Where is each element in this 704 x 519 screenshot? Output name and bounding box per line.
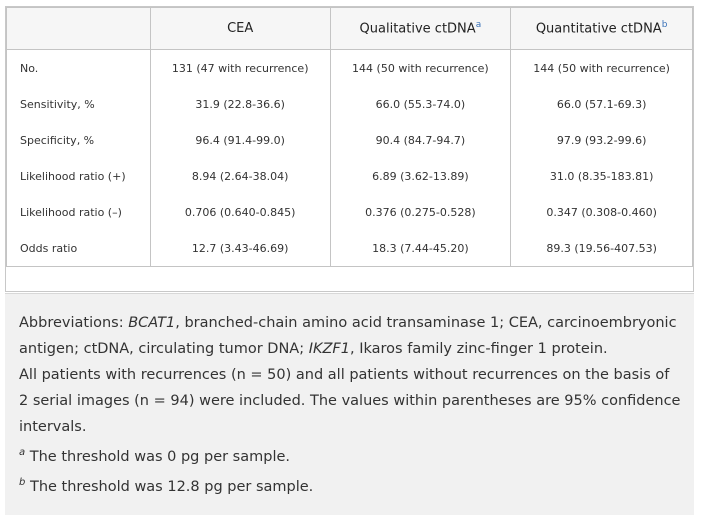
table-container — [5, 6, 694, 292]
table-cell: 0.376 (0.275-0.528) — [330, 194, 511, 230]
footnote-b: $^b$ The threshold was 12.8 pg per sample. — [19, 476, 314, 495]
table-notes — [5, 293, 694, 515]
row-label: Sensitivity, % — [7, 86, 151, 122]
table-cell: 131 (47 with recurrence) — [150, 50, 330, 87]
table-cell: 18.3 (7.44-45.20) — [330, 230, 511, 267]
abbreviations-note: Abbreviations: BCAT1, branched-chain amino acid transaminase 1; CEA, carcinoembryonic antigen; ctDNA, circulating tumor DNA; IKZF1, Ikaros family zinc-finger 1 protein. — [19, 315, 677, 357]
table-cell: 90.4 (84.7-94.7) — [330, 122, 511, 158]
table-row — [7, 122, 693, 158]
patients-note: All patients with recurrences (n = 50) and all patients without recurrences on the basis of 2 serial images (n = 94) were included. The values within parentheses are 95% confidence intervals. — [19, 367, 681, 435]
table-cell: 97.9 (93.2-99.6) — [511, 122, 693, 158]
table-header-row — [7, 8, 693, 50]
table-cell: 96.4 (91.4-99.0) — [150, 122, 330, 158]
table-cell: 66.0 (57.1-69.3) — [511, 86, 693, 122]
header-qualitative-ctdna: Qualitative ctDNA$^a$ — [330, 8, 511, 50]
row-label: Specificity, % — [7, 122, 151, 158]
header-quantitative-ctdna: Quantitative ctDNA$^b$ — [511, 8, 693, 50]
table-cell: 66.0 (55.3-74.0) — [330, 86, 511, 122]
row-label: No. — [7, 50, 151, 87]
table-cell: 89.3 (19.56-407.53) — [511, 230, 693, 267]
header-empty — [7, 8, 151, 50]
results-table — [6, 7, 693, 267]
table-cell: 0.347 (0.308-0.460) — [511, 194, 693, 230]
table-cell: 8.94 (2.64-38.04) — [150, 158, 330, 194]
table-cell: 144 (50 with recurrence) — [511, 50, 693, 87]
table-row — [7, 50, 693, 87]
table-row — [7, 86, 693, 122]
table-row — [7, 194, 693, 230]
footnote-link-a[interactable]: a — [475, 20, 482, 31]
table-cell: 31.0 (8.35-183.81) — [511, 158, 693, 194]
row-label: Odds ratio — [7, 230, 151, 267]
table-cell: 0.706 (0.640-0.845) — [150, 194, 330, 230]
row-label: Likelihood ratio (+) — [7, 158, 151, 194]
table-cell: 31.9 (22.8-36.6) — [150, 86, 330, 122]
table-cell: 144 (50 with recurrence) — [330, 50, 511, 87]
footnote-a: $^a$ The threshold was 0 pg per sample. — [19, 447, 291, 465]
gene-ikzf1: IKZF1 — [308, 341, 351, 357]
table-row — [7, 158, 693, 194]
table-row — [7, 230, 693, 267]
row-label: Likelihood ratio (–) — [7, 194, 151, 230]
table-cell: 12.7 (3.43-46.69) — [150, 230, 330, 267]
gene-bcat1: BCAT1 — [128, 315, 176, 331]
header-cea: CEA — [150, 8, 330, 50]
table-cell: 6.89 (3.62-13.89) — [330, 158, 511, 194]
footnote-link-b[interactable]: b — [661, 20, 668, 31]
